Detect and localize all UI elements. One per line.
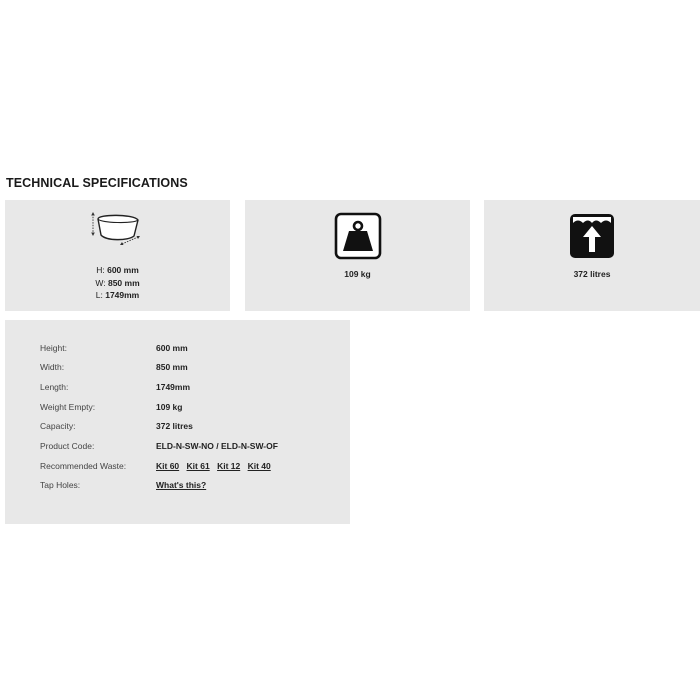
dimension-length <box>5 289 230 302</box>
spec-label: Length: <box>40 382 69 392</box>
spec-label: Weight Empty: <box>40 402 96 412</box>
spec-label: Height: <box>40 343 67 353</box>
waste-link-kit-61[interactable]: Kit 61 <box>186 461 210 471</box>
spec-label: Tap Holes: <box>40 480 81 490</box>
waste-link-kit-60[interactable]: Kit 60 <box>156 461 180 471</box>
water-capacity-icon <box>568 212 616 260</box>
capacity-value: 372 litres <box>573 269 611 279</box>
weight-value: 109 kg <box>344 269 371 279</box>
dimension-key: W: <box>95 277 106 288</box>
spec-label: Recommended Waste: <box>40 461 127 471</box>
dimension-height <box>5 264 230 277</box>
dimension-width <box>5 277 230 290</box>
spec-value: 850 mm <box>156 362 188 372</box>
dimension-key: L: <box>95 290 103 300</box>
bath-dimensions-icon <box>88 210 148 250</box>
specs-table <box>5 320 350 524</box>
tap-holes-value <box>156 478 211 492</box>
waste-links <box>156 459 276 473</box>
weight-icon <box>334 212 382 260</box>
spec-value: 109 kg <box>156 402 183 412</box>
spec-label: Width: <box>40 362 65 372</box>
spec-value: 600 mm <box>156 343 188 353</box>
dimension-key: H: <box>96 265 105 275</box>
capacity-card <box>484 200 700 311</box>
dimension-value: 850 mm <box>107 277 140 288</box>
whats-this-link[interactable]: What's this? <box>156 480 207 490</box>
section-title: TECHNICAL SPECIFICATIONS <box>6 176 188 190</box>
spec-label: Capacity: <box>40 421 76 431</box>
dimensions-card <box>5 200 230 311</box>
spec-value: ELD-N-SW-NO / ELD-N-SW-OF <box>156 441 278 451</box>
weight-card <box>245 200 470 311</box>
dimension-value: 600 mm <box>107 265 139 275</box>
spec-value: 372 litres <box>156 421 193 431</box>
waste-link-kit-12[interactable]: Kit 12 <box>217 461 241 471</box>
dimension-value: 1749mm <box>105 290 140 300</box>
dimensions-list <box>5 264 230 302</box>
spec-value: 1749mm <box>156 382 191 392</box>
spec-label: Product Code: <box>40 441 95 451</box>
waste-link-kit-40[interactable]: Kit 40 <box>247 461 271 471</box>
